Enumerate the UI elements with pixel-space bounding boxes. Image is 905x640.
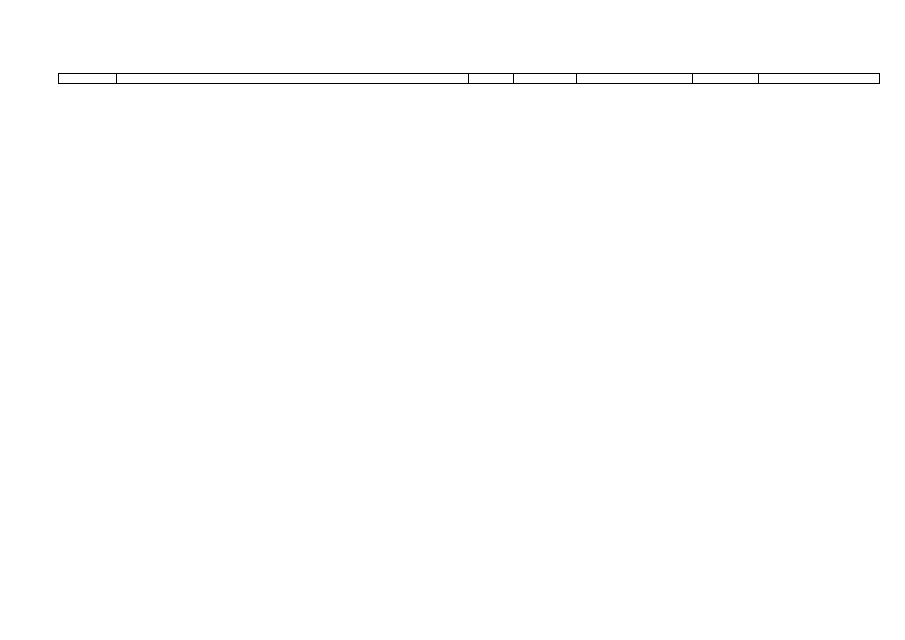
header-cell-2 [116,74,525,83]
table-header-row [58,73,880,84]
header-cell-6 [692,74,758,83]
header-cell-3 [468,74,513,83]
header-cell-5 [576,74,692,83]
header-cell-1 [59,74,116,83]
header-cell-7 [758,74,879,83]
header-cell-4 [513,74,576,83]
